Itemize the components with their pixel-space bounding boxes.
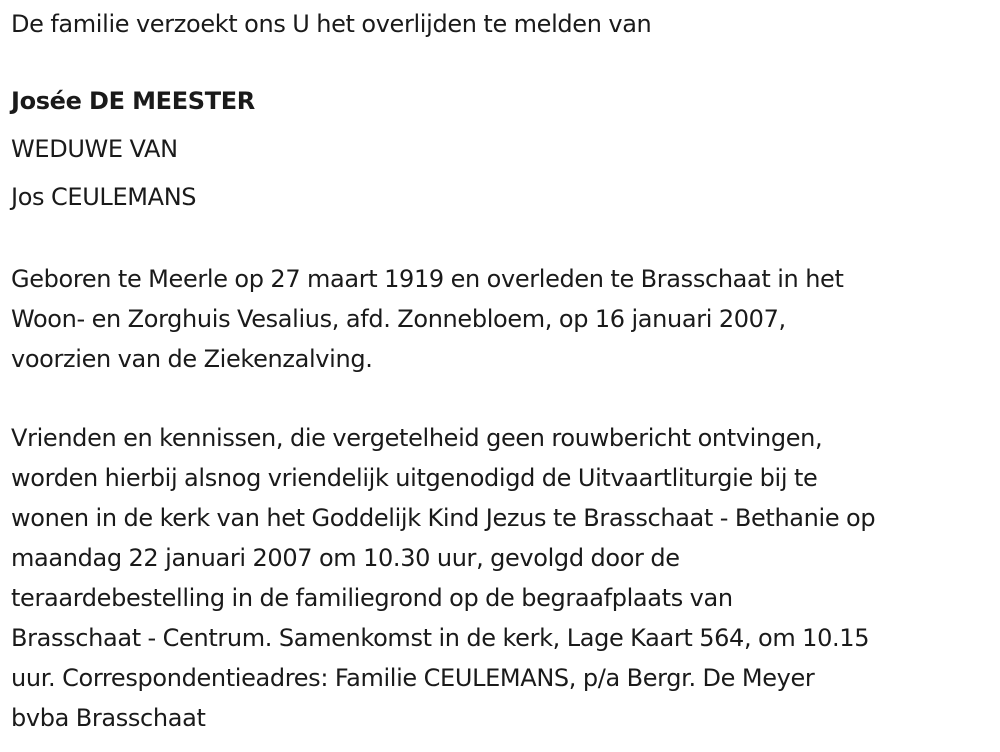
paragraph-line: Woon- en Zorghuis Vesalius, afd. Zonnebloem, op 16 januari 2007, [11, 305, 786, 333]
paragraph-line: worden hierbij alsnog vriendelijk uitgenodigd de Uitvaartliturgie bij te [11, 464, 818, 492]
paragraph-line: uur. Correspondentieadres: Familie CEULEMANS, p/a Bergr. De Meyer [11, 664, 815, 692]
paragraph-line: maandag 22 januari 2007 om 10.30 uur, gevolgd door de [11, 544, 680, 572]
paragraph-line: bvba Brasschaat [11, 704, 206, 732]
death-notice [11, 4, 996, 738]
paragraph-line: Brasschaat - Centrum. Samenkomst in de kerk, Lage Kaart 564, om 10.15 [11, 624, 870, 652]
invitation-paragraph [11, 418, 996, 738]
deceased-block [11, 77, 996, 221]
paragraph-line: Geboren te Meerle op 27 maart 1919 en overleden te Brasschaat in het [11, 265, 844, 293]
spouse-name: Jos CEULEMANS [11, 183, 197, 211]
intro-text: De familie verzoekt ons U het overlijden te melden van [11, 10, 652, 38]
birth-death-paragraph [11, 259, 996, 379]
paragraph-line: teraardebestelling in de familiegrond op de begraafplaats van [11, 584, 733, 612]
paragraph-line: wonen in de kerk van het Goddelijk Kind Jezus te Brasschaat - Bethanie op [11, 504, 876, 532]
relation-text: WEDUWE VAN [11, 135, 178, 163]
paragraph-line: voorzien van de Ziekenzalving. [11, 345, 373, 373]
deceased-name: Josée DE MEESTER [11, 87, 255, 115]
paragraph-line: Vrienden en kennissen, die vergetelheid geen rouwbericht ontvingen, [11, 424, 823, 452]
